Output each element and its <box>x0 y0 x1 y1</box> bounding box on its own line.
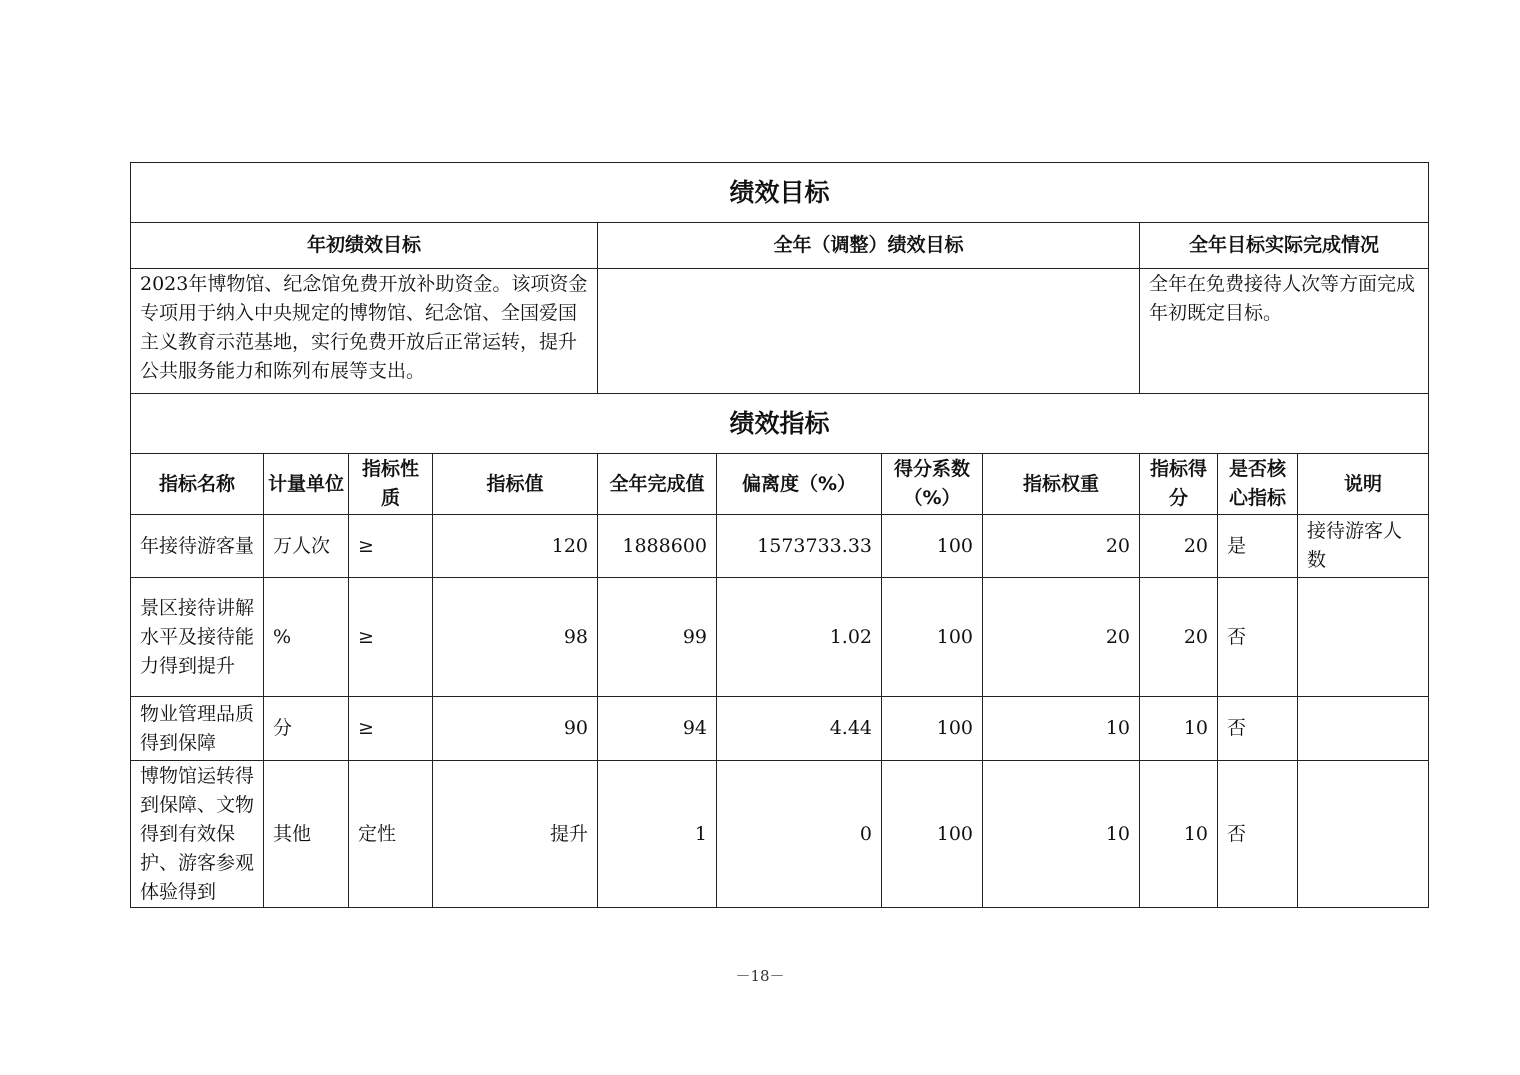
col-header-score: 指标得分 <box>1140 454 1218 515</box>
cell-deviation: 0 <box>717 761 882 908</box>
performance-table <box>130 162 1429 908</box>
table-row <box>131 515 1429 578</box>
cell-value: 120 <box>433 515 598 578</box>
cell-score: 10 <box>1140 761 1218 908</box>
cell-note: 接待游客人数 <box>1298 515 1429 578</box>
cell-completed: 1888600 <box>598 515 717 578</box>
cell-deviation: 1573733.33 <box>717 515 882 578</box>
cell-name: 年接待游客量 <box>131 515 264 578</box>
cell-core: 否 <box>1218 761 1298 908</box>
performance-indicators-title: 绩效指标 <box>131 394 1429 454</box>
cell-coefficient: 100 <box>882 761 983 908</box>
performance-goals-title: 绩效目标 <box>131 163 1429 223</box>
col-header-nature: 指标性质 <box>349 454 433 515</box>
cell-nature: 定性 <box>349 761 433 908</box>
col-header-note: 说明 <box>1298 454 1429 515</box>
col-header-completed: 全年完成值 <box>598 454 717 515</box>
cell-weight: 10 <box>983 761 1140 908</box>
col-header-unit: 计量单位 <box>264 454 349 515</box>
col-header-deviation: 偏离度（%） <box>717 454 882 515</box>
col-header-value: 指标值 <box>433 454 598 515</box>
page-number: －18－ <box>735 967 785 985</box>
cell-core: 是 <box>1218 515 1298 578</box>
cell-completed: 99 <box>598 578 717 697</box>
cell-value: 98 <box>433 578 598 697</box>
actual-completion-text: 全年在免费接待人次等方面完成年初既定目标。 <box>1140 269 1429 394</box>
cell-value: 90 <box>433 697 598 761</box>
cell-nature: ≥ <box>349 515 433 578</box>
cell-name: 博物馆运转得到保障、文物得到有效保护、游客参观体验得到 <box>131 761 264 908</box>
cell-nature: ≥ <box>349 697 433 761</box>
cell-name: 景区接待讲解水平及接待能力得到提升 <box>131 578 264 697</box>
cell-core: 否 <box>1218 578 1298 697</box>
col-header-coefficient: 得分系数（%） <box>882 454 983 515</box>
cell-note <box>1298 578 1429 697</box>
cell-unit: % <box>264 578 349 697</box>
table-row <box>131 761 1429 908</box>
cell-note <box>1298 697 1429 761</box>
cell-deviation: 4.44 <box>717 697 882 761</box>
adjusted-goal-header: 全年（调整）绩效目标 <box>598 223 1140 269</box>
cell-coefficient: 100 <box>882 515 983 578</box>
cell-score: 10 <box>1140 697 1218 761</box>
cell-weight: 10 <box>983 697 1140 761</box>
cell-score: 20 <box>1140 515 1218 578</box>
initial-goal-text: 2023年博物馆、纪念馆免费开放补助资金。该项资金专项用于纳入中央规定的博物馆、纪念馆、全国爱国主义教育示范基地，实行免费开放后正常运转，提升公共服务能力和陈列布展等支出。 <box>131 269 598 394</box>
cell-nature: ≥ <box>349 578 433 697</box>
cell-completed: 94 <box>598 697 717 761</box>
cell-value: 提升 <box>433 761 598 908</box>
cell-unit: 万人次 <box>264 515 349 578</box>
col-header-name: 指标名称 <box>131 454 264 515</box>
initial-goal-header: 年初绩效目标 <box>131 223 598 269</box>
cell-completed: 1 <box>598 761 717 908</box>
cell-unit: 分 <box>264 697 349 761</box>
actual-completion-header: 全年目标实际完成情况 <box>1140 223 1429 269</box>
indicator-header-row <box>131 454 1429 515</box>
cell-core: 否 <box>1218 697 1298 761</box>
table-row <box>131 578 1429 697</box>
cell-deviation: 1.02 <box>717 578 882 697</box>
table-row <box>131 697 1429 761</box>
cell-coefficient: 100 <box>882 578 983 697</box>
col-header-weight: 指标权重 <box>983 454 1140 515</box>
adjusted-goal-text <box>598 269 1140 394</box>
cell-coefficient: 100 <box>882 697 983 761</box>
cell-name: 物业管理品质得到保障 <box>131 697 264 761</box>
cell-weight: 20 <box>983 578 1140 697</box>
cell-score: 20 <box>1140 578 1218 697</box>
cell-weight: 20 <box>983 515 1140 578</box>
cell-note <box>1298 761 1429 908</box>
cell-unit: 其他 <box>264 761 349 908</box>
col-header-core: 是否核心指标 <box>1218 454 1298 515</box>
